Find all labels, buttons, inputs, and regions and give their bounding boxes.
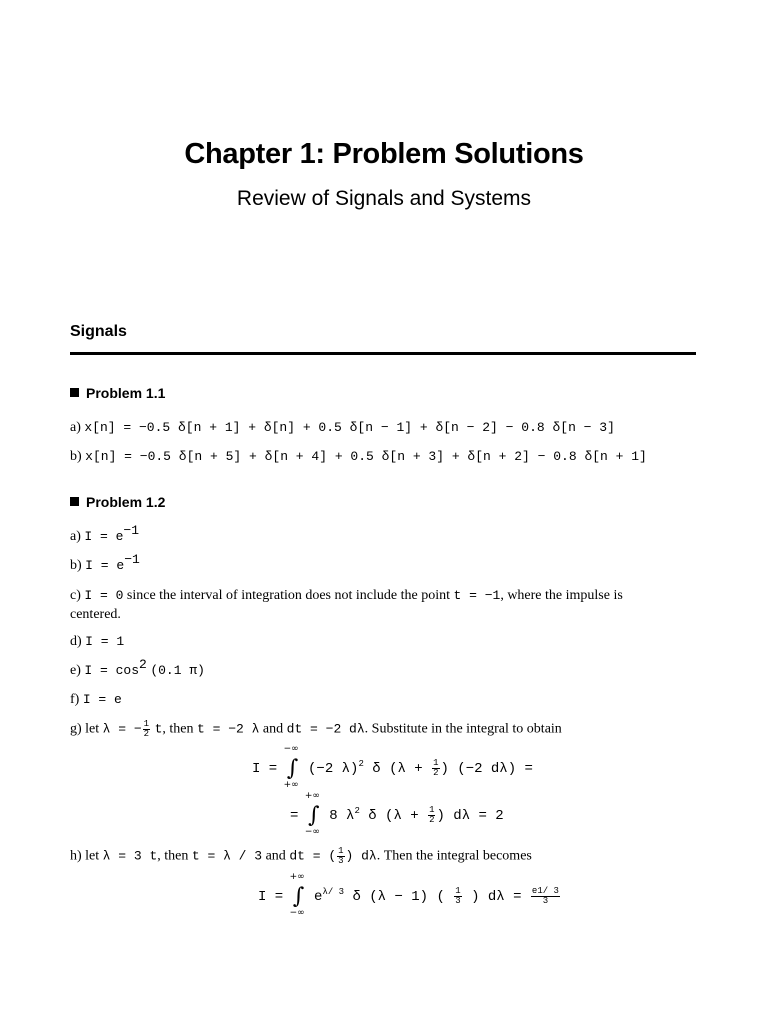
math-expression: I = e bbox=[85, 558, 125, 573]
math-superscript: −1 bbox=[123, 523, 140, 538]
integral-sign-icon: ∫ −∞ +∞ bbox=[283, 744, 299, 791]
math-superscript: 2 bbox=[139, 657, 147, 672]
math-expression: (0.1 π) bbox=[150, 663, 205, 678]
math-superscript: 2 bbox=[358, 759, 364, 770]
integral-lower-limit: −∞ bbox=[304, 827, 320, 838]
section-heading: Signals bbox=[70, 323, 127, 340]
math-expression: x[n] = −0.5 δ[n + 1] + δ[n] + 0.5 δ[n − 1] + δ[n − 2] − 0.8 δ[n − 3] bbox=[84, 420, 615, 435]
math-expression: I = cos bbox=[84, 663, 139, 678]
integral-upper-limit: +∞ bbox=[289, 872, 305, 883]
math-expression: t bbox=[154, 721, 163, 737]
body-text: , where the impulse is centered. bbox=[70, 588, 623, 622]
math-superscript: 2 bbox=[354, 806, 360, 817]
problem-1-2-c bbox=[70, 586, 665, 624]
section-rule bbox=[70, 352, 696, 355]
chapter-subtitle: Review of Signals and Systems bbox=[236, 187, 532, 210]
math-expression: 8 λ bbox=[329, 808, 355, 825]
problem-1-1-heading bbox=[70, 385, 165, 401]
math-fraction: $\frac{1}{3}$ bbox=[338, 846, 344, 866]
body-text: . Then the integral becomes bbox=[376, 848, 532, 864]
problem-1-2-g bbox=[70, 720, 562, 739]
math-expression: ) dλ = 2 bbox=[436, 808, 504, 825]
math-expression: δ (λ − 1) ( bbox=[352, 889, 445, 906]
item-label: h) let bbox=[70, 848, 100, 864]
bullet-square-icon bbox=[70, 497, 79, 506]
item-label: b) bbox=[70, 449, 82, 464]
math-expression: e bbox=[314, 889, 323, 906]
math-expression: t = −1 bbox=[453, 588, 501, 603]
integral-upper-limit: −∞ bbox=[283, 744, 299, 755]
math-expression: ) dλ = bbox=[471, 889, 522, 906]
problem-1-2-b bbox=[70, 552, 140, 574]
chapter-title: Chapter 1: Problem Solutions bbox=[184, 138, 584, 170]
equation-g-2 bbox=[290, 791, 504, 838]
equation-lhs: = bbox=[290, 808, 299, 825]
problem-1-2-e bbox=[70, 657, 205, 679]
equation-h bbox=[258, 872, 561, 919]
equation-lhs: I = bbox=[258, 889, 284, 906]
problem-1-1-b bbox=[70, 449, 647, 465]
body-text: , then bbox=[157, 848, 189, 864]
problem-1-2-heading bbox=[70, 494, 165, 510]
body-text: and bbox=[262, 721, 284, 737]
equation-lhs: I = bbox=[252, 761, 278, 778]
math-expression: I = 0 bbox=[84, 588, 124, 603]
math-expression: dt = ( bbox=[289, 848, 337, 864]
math-expression: I = e bbox=[82, 692, 122, 707]
item-label: c) bbox=[70, 588, 81, 603]
result-fraction: $\frac{e1/ 3}{3}$ bbox=[531, 886, 559, 906]
item-label: e) bbox=[70, 663, 81, 678]
math-expression: t = −2 λ bbox=[197, 721, 260, 737]
math-fraction: $\frac{1}{2}$ bbox=[429, 805, 435, 825]
math-expression: λ = − bbox=[102, 721, 142, 737]
problem-1-2-f bbox=[70, 692, 122, 708]
problem-1-1-a bbox=[70, 420, 615, 436]
math-expression: I = 1 bbox=[85, 634, 125, 649]
math-superscript: −1 bbox=[124, 552, 140, 567]
math-expression: ) dλ bbox=[345, 848, 377, 864]
item-label: a) bbox=[70, 529, 81, 544]
problem-1-1-title: Problem 1.1 bbox=[86, 385, 166, 401]
body-text: . Substitute in the integral to obtain bbox=[364, 721, 562, 737]
integral-lower-limit: +∞ bbox=[283, 780, 299, 791]
bullet-square-icon bbox=[70, 388, 79, 397]
math-expression: δ (λ + bbox=[368, 808, 419, 825]
math-fraction: $\frac{1}{3}$ bbox=[455, 886, 461, 906]
item-label: b) bbox=[70, 558, 82, 573]
math-expression: t = λ / 3 bbox=[191, 848, 263, 864]
item-label: f) bbox=[70, 692, 80, 707]
math-expression: λ = 3 t bbox=[102, 848, 158, 864]
integral-sign-icon: ∫ +∞ −∞ bbox=[289, 872, 305, 919]
math-fraction: $\frac{1}{2}$ bbox=[433, 758, 439, 778]
item-label: d) bbox=[70, 634, 82, 649]
body-text: and bbox=[265, 848, 286, 864]
problem-1-2-title: Problem 1.2 bbox=[86, 494, 166, 510]
math-superscript: λ/ 3 bbox=[322, 887, 345, 898]
body-text: , then bbox=[162, 721, 194, 737]
math-expression: δ (λ + bbox=[372, 761, 423, 778]
math-expression: dt = −2 dλ bbox=[286, 721, 365, 737]
math-expression: x[n] = −0.5 δ[n + 5] + δ[n + 4] + 0.5 δ[n + 3] + δ[n + 2] − 0.8 δ[n + 1] bbox=[85, 449, 647, 464]
body-text: since the interval of integration does not include the point bbox=[126, 588, 450, 603]
item-label: a) bbox=[70, 420, 81, 435]
problem-1-2-h bbox=[70, 847, 532, 866]
integral-upper-limit: +∞ bbox=[304, 791, 320, 802]
math-expression: ) (−2 dλ) = bbox=[440, 761, 533, 778]
equation-g-1 bbox=[252, 744, 533, 791]
math-expression: I = e bbox=[84, 529, 124, 544]
problem-1-2-a bbox=[70, 523, 140, 545]
integral-lower-limit: −∞ bbox=[289, 908, 305, 919]
math-expression: (−2 λ) bbox=[308, 761, 359, 778]
math-fraction: $\frac{1}{2}$ bbox=[143, 719, 150, 739]
integral-sign-icon: ∫ +∞ −∞ bbox=[304, 791, 320, 838]
item-label: g) let bbox=[70, 721, 100, 737]
problem-1-2-d bbox=[70, 634, 124, 650]
